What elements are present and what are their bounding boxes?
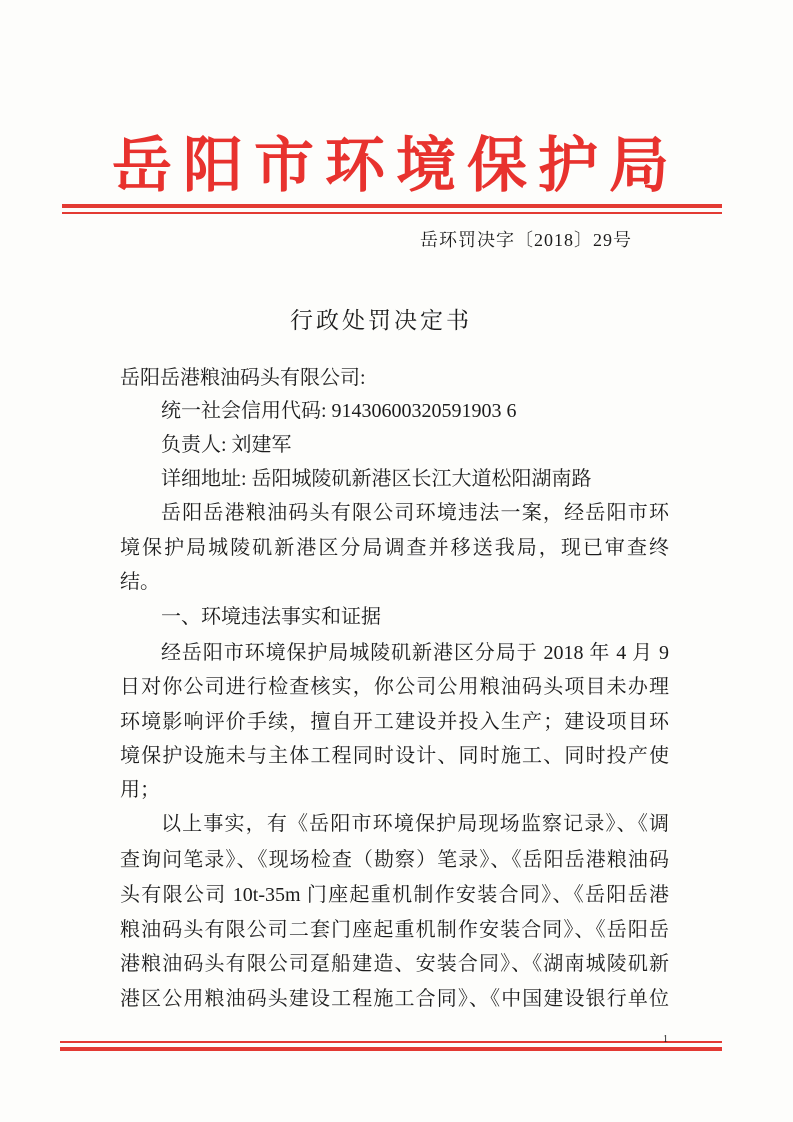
- page-number: 1: [663, 1034, 668, 1045]
- body-line: 用；: [120, 779, 160, 801]
- header-rule-thin: [62, 212, 722, 214]
- body-line: 港区公用粮油码头建设工程施工合同》、《中国建设银行单位: [120, 988, 669, 1010]
- body-line: 粮油码头有限公司二套门座起重机制作安装合同》、《岳阳岳: [120, 919, 669, 941]
- footer-rule-thin: [60, 1041, 722, 1043]
- body-line: 港粮油码头有限公司趸船建造、安装合同》、《湖南城陵矶新: [120, 953, 669, 975]
- address: 详细地址: 岳阳城陵矶新港区长江大道松阳湖南路: [161, 468, 592, 490]
- body-line: 境保护局城陵矶新港区分局调查并移送我局，现已审查终: [120, 537, 669, 559]
- responsible-person: 负责人: 刘建军: [161, 434, 292, 456]
- body-line: 境保护设施未与主体工程同时设计、同时施工、同时投产使: [120, 745, 669, 767]
- body-line: 结。: [120, 571, 160, 593]
- header-rule-thick: [62, 204, 722, 208]
- credit-code: 统一社会信用代码: 91430600320591903 6: [161, 400, 517, 422]
- document-title: 行政处罚决定书: [290, 308, 472, 333]
- body-line: 环境影响评价手续，擅自开工建设并投入生产；建设项目环: [120, 711, 669, 733]
- body-line: 头有限公司 10t-35m 门座起重机制作安装合同》、《岳阳岳港: [120, 884, 669, 906]
- body-line: 以上事实，有《岳阳市环境保护局现场监察记录》、《调: [161, 813, 669, 835]
- body-line: 经岳阳市环境保护局城陵矶新港区分局于 2018 年 4 月 9: [161, 642, 669, 664]
- recipient: 岳阳岳港粮油码头有限公司:: [120, 367, 366, 389]
- footer-rule-thick: [60, 1047, 722, 1051]
- body-line: 日对你公司进行检查核实，你公司公用粮油码头项目未办理: [120, 676, 669, 698]
- document-number: 岳环罚决字〔2018〕29号: [420, 230, 632, 250]
- agency-letterhead: 岳阳市环境保护局: [112, 133, 680, 199]
- body-line: 查询问笔录》、《现场检查（勘察）笔录》、《岳阳岳港粮油码: [120, 849, 669, 871]
- body-line: 岳阳岳港粮油码头有限公司环境违法一案，经岳阳市环: [161, 502, 669, 524]
- section-heading: 一、环境违法事实和证据: [161, 606, 381, 628]
